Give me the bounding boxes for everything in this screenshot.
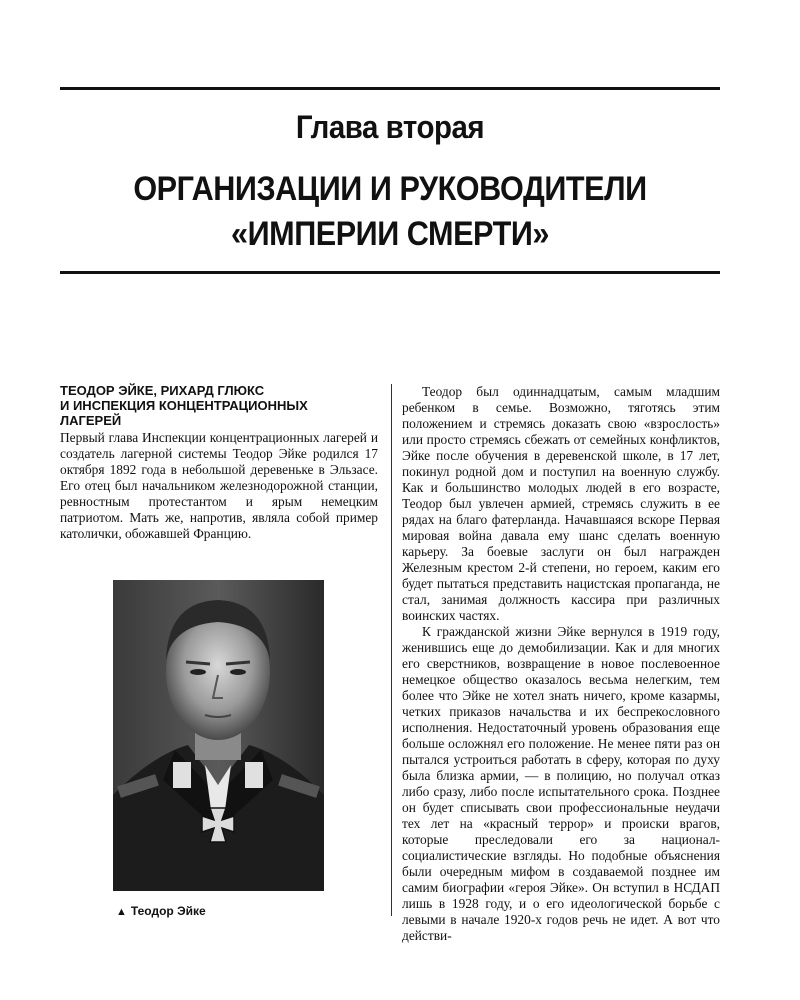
chapter-title: [75, 167, 705, 257]
section-heading-line-1: ТЕОДОР ЭЙКЕ, РИХАРД ГЛЮКС: [60, 383, 265, 398]
left-column: [60, 383, 378, 542]
right-paragraph-2: К гражданской жизни Эйке вернулся в 1919 году, женившись еще до демобилизации. Как и для многих его сверстников, возвращение в новое послевоенное немецкое общество оказалось весьма нелегким, тем более что Эйке не хотел знать ничего, кроме казармы, четких приказов начальства и их беспрекословного исполнения. Недостаточный уровень образования еще больше осложнял его положение. Не менее пяти раз он пытался устроиться работать в сферу, которая по духу была близка армии, — в полицию, но получал отказ либо сразу, либо после испытательного срока. Позднее он будет списывать свои профессиональные неудачи тех лет на «красный террор» и происки врагов, которые преследовали его за национал-социалистические взгляды. Но подобные объяснения были очередным мифом в создаваемой позднее им самим биографии «героя Эйке». Он вступил в НСДАП лишь в 1928 году, и о его идеологической борьбе с левыми в начале 1920-х годов речь не идет. А вот что действи-: [402, 624, 720, 943]
section-heading-line-3: ЛАГЕРЕЙ: [60, 413, 122, 428]
bottom-rule: [60, 271, 720, 274]
section-heading-line-2: И ИНСПЕКЦИЯ КОНЦЕНТРАЦИОННЫХ: [60, 398, 308, 413]
photo-caption: [116, 904, 206, 918]
chapter-title-line-2: «ИМПЕРИИ СМЕРТИ»: [231, 215, 549, 253]
right-column: [402, 384, 720, 944]
triangle-up-icon: ▲: [116, 906, 127, 918]
section-heading: [60, 383, 378, 428]
right-paragraph-1: Теодор был одиннадцатым, самым младшим ребенком в семье. Возможно, тяготясь этим положением и стремясь доказать свою «взрослость» или просто стремясь сбежать от семейных конфликтов, Эйке после обучения в деревенской школе, в 17 лет, покинул родной дом и поступил на военную службу. Как и большинство молодых людей в его возрасте, Теодор был увлечен армией, стремясь служить в ее рядах на благо фатерланда. Начавшаяся вскоре Первая мировая война давала ему шанс сделать военную карьеру. За боевые заслуги он был награжден Железным крестом 2-й степени, но героем, каким его будет пытаться представить нацистская пропаганда, не стал, занимая должность кассира при различных воинских частях.: [402, 384, 720, 623]
column-divider: [391, 384, 392, 916]
chapter-label: Глава вторая: [295, 109, 485, 145]
top-rule: [60, 87, 720, 90]
chapter-title-line-1: ОРГАНИЗАЦИИ И РУКОВОДИТЕЛИ: [133, 170, 647, 208]
left-paragraph: Первый глава Инспекции концентрационных лагерей и создатель лагерной системы Теодор Эйке родился 17 октября 1892 года в небольшой деревеньке в Эльзасе. Его отец был начальником железнодорожной станции, ревностным протестантом и ярым немецким патриотом. Мать же, напротив, являла собой пример католички, обожавшей Францию.: [60, 430, 378, 541]
portrait-photo: [113, 580, 324, 891]
photo-caption-text: Теодор Эйке: [130, 904, 206, 918]
